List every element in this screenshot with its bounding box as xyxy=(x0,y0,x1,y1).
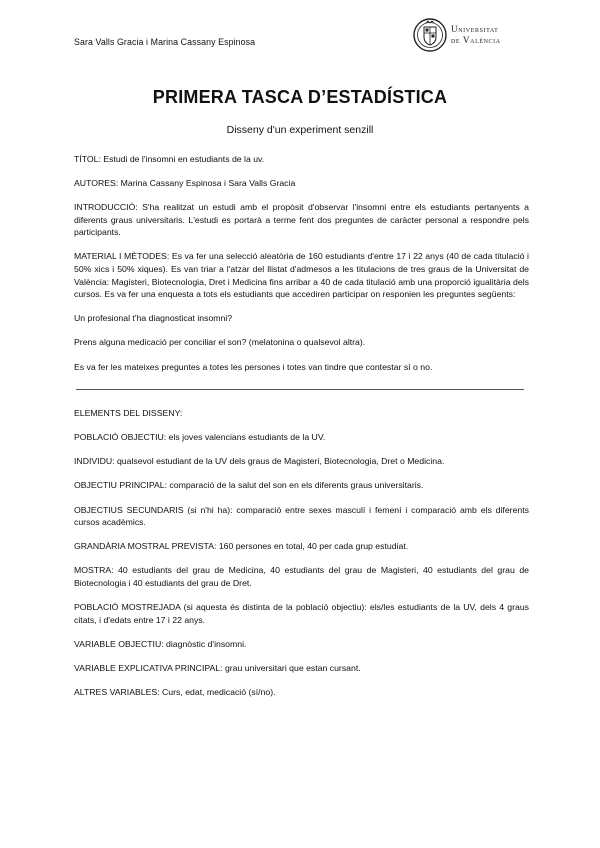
paragraph-mateixes: Es va fer les mateixes preguntes a totes les persones i totes van tindre que contestar sí o no. xyxy=(74,361,433,372)
element-poblacio-mostrejada: POBLACIÓ MOSTREJADA (si aquesta és distinta de la població objectiu): els/les estudiants de la UV, dels 4 graus citats, i d'edats entre 17 i 22 anys. xyxy=(74,601,529,625)
element-variable-explicativa: VARIABLE EXPLICATIVA PRINCIPAL: grau universitari que estan cursant. xyxy=(74,662,361,673)
element-variable-objectiu: VARIABLE OBJECTIU: diagnòstic d'insomni. xyxy=(74,638,247,649)
paragraph-titol: TÍTOL: Estudi de l'insomni en estudiants de la uv. xyxy=(74,154,265,164)
element-poblacio-objectiu: POBLACIÓ OBJECTIU: els joves valencians estudiants de la UV. xyxy=(74,432,326,443)
paragraph-introduccio: INTRODUCCIÓ: S'ha realitzat un estudi amb el propòsit d'observar l'insomni entre els estudiants pertanyents a diferents graus universitaris. L'estudi es portarà a terme fent dos preguntes de caràcter personal a respondre pels participants. xyxy=(74,202,529,238)
element-objectiu-principal: OBJECTIU PRINCIPAL: comparació de la salut del son en els diferents graus universitaris. xyxy=(74,480,424,491)
element-grandaria-mostral: GRANDÀRIA MOSTRAL PREVISTA: 160 persones en total, 40 per cada grup estudiat. xyxy=(74,541,409,552)
university-logo xyxy=(413,13,535,57)
paragraph-pregunta-2: Prens alguna medicació per conciliar el son? (melatonina o qualsevol altra). xyxy=(74,337,366,348)
logo-wordmark xyxy=(451,24,501,46)
page-title: PRIMERA TASCA D’ESTADÍSTICA xyxy=(152,87,448,107)
document-body xyxy=(74,153,529,710)
paragraph-material: MATERIAL I MÈTODES: Es va fer una selecció aleatòria de 160 estudiants d'entre 17 i 22 anys (40 de cada titulació i 50% xics i 50% xiques). Es van triar a l'atzar del llistat d'admesos a les titulacions de tres graus de la Universitat de València: Magisteri, Biotecnologia, Dret i Medicina fins arribar a 40 de cada titulació amb una proporció igualitària dels cursos. Es va fer una enquesta a tots els estudiants que accediren participar on responien les preguntes següents: xyxy=(74,251,529,300)
element-mostra: MOSTRA: 40 estudiants del grau de Medicina, 40 estudiants del grau de Magisteri, 40 estudiants del grau de Biotecnologia i 40 estudiants del grau de Dret. xyxy=(74,565,529,588)
logo-line-2: de València xyxy=(451,35,501,45)
section-divider xyxy=(76,389,524,390)
page-subtitle: Disseny d'un experiment senzill xyxy=(226,124,374,136)
paragraph-autores: AUTORES: Marina Cassany Espinosa i Sara Valls Gracia xyxy=(74,178,296,189)
header-authors: Sara Valls Gracia i Marina Cassany Espinosa xyxy=(74,37,256,47)
logo-line-1: Universitat xyxy=(451,24,499,34)
element-objectius-secundaris: OBJECTIUS SECUNDARIS (si n'hi ha): comparació entre sexes masculí i femení i comparació amb els diferents cursos acadèmics. xyxy=(74,504,529,528)
university-crest-icon xyxy=(413,15,447,55)
paragraph-pregunta-1: Un profesional t'ha diagnosticat insomni? xyxy=(74,313,233,324)
element-altres-variables: ALTRES VARIABLES: Curs, edat, medicació (sí/no). xyxy=(74,686,276,697)
elements-heading: ELEMENTS DEL DISSENY: xyxy=(74,408,183,419)
element-individu: INDIVIDU: qualsevol estudiant de la UV dels graus de Magisteri, Biotecnologia, Dret o Medicina. xyxy=(74,456,445,467)
